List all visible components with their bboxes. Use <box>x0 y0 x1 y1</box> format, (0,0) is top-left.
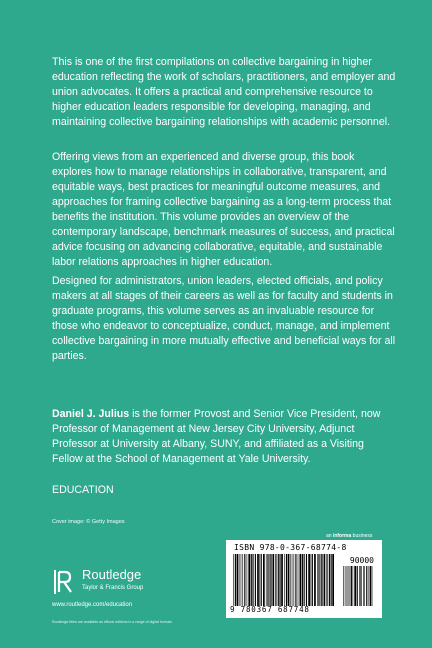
informa-suffix: business <box>351 533 373 539</box>
author-name: Daniel J. Julius <box>52 408 130 420</box>
author-bio <box>52 407 396 467</box>
routledge-logo-icon <box>52 568 74 596</box>
description-paragraph-2: Offering views from an experienced and diverse group, this book explores how to manage relationships in collaborative, transparent, and equitable ways, best practices for meaningful outcome measures, and approaches for framing collective bargaining as a long-term process that benefits the institution. This volume provides an overview of the contemporary landscape, benchmark measures of success, and practical advice focusing on advancing collaborative, equitable, and sustainable labor relations approaches in higher education. <box>52 151 395 268</box>
informa-brand: informa <box>332 533 352 539</box>
barcode-digits: 9 780367 687748 <box>230 605 310 614</box>
description-paragraph-3: Designed for administrators, union leaders, elected officials, and policy makers at all stages of their careers as well as for faculty and students in graduate programs, this volume serves as an invaluable resource for those who endeavor to conceptualize, conduct, manage, and implement collective bargaining in more mutually effective and beneficial ways for all parties. <box>52 275 396 362</box>
informa-business-label <box>326 533 372 539</box>
author-bio-text: is the former Provost and Senior Vice President, now Professor of Management at New Jersey City University, Adjunct Professor at University at Albany, SUNY, and affiliated as a Visiting Fellow at the School of Management at Yale University. <box>52 408 381 465</box>
isbn-barcode <box>226 540 382 618</box>
barcode-addon-bars <box>342 566 374 606</box>
price-code: 90000 <box>349 556 374 565</box>
publisher-url[interactable]: www.routledge.com/education <box>52 602 133 608</box>
barcode-bars <box>232 554 336 606</box>
informa-prefix: an <box>326 533 333 539</box>
subject-category: EDUCATION <box>52 484 114 496</box>
publisher-tagline: Taylor & Francis Group <box>82 585 144 591</box>
publisher-block <box>52 566 202 610</box>
description-paragraph-1: This is one of the first compilations on collective bargaining in higher education reflecting the work of scholars, practitioners, and employer and union advocates. It offers a practical and comprehensive resource to higher education leaders responsible for developing, managing, and maintaining collective bargaining relationships with academic personnel. <box>52 56 396 128</box>
publisher-name: Routledge <box>82 567 142 582</box>
ebook-note: Routledge titles are available as eBook editions in a range of digital formats <box>52 620 172 624</box>
cover-image-credit: Cover image: © Getty Images <box>52 519 125 525</box>
isbn-text: ISBN 978-0-367-68774-8 <box>234 543 347 552</box>
